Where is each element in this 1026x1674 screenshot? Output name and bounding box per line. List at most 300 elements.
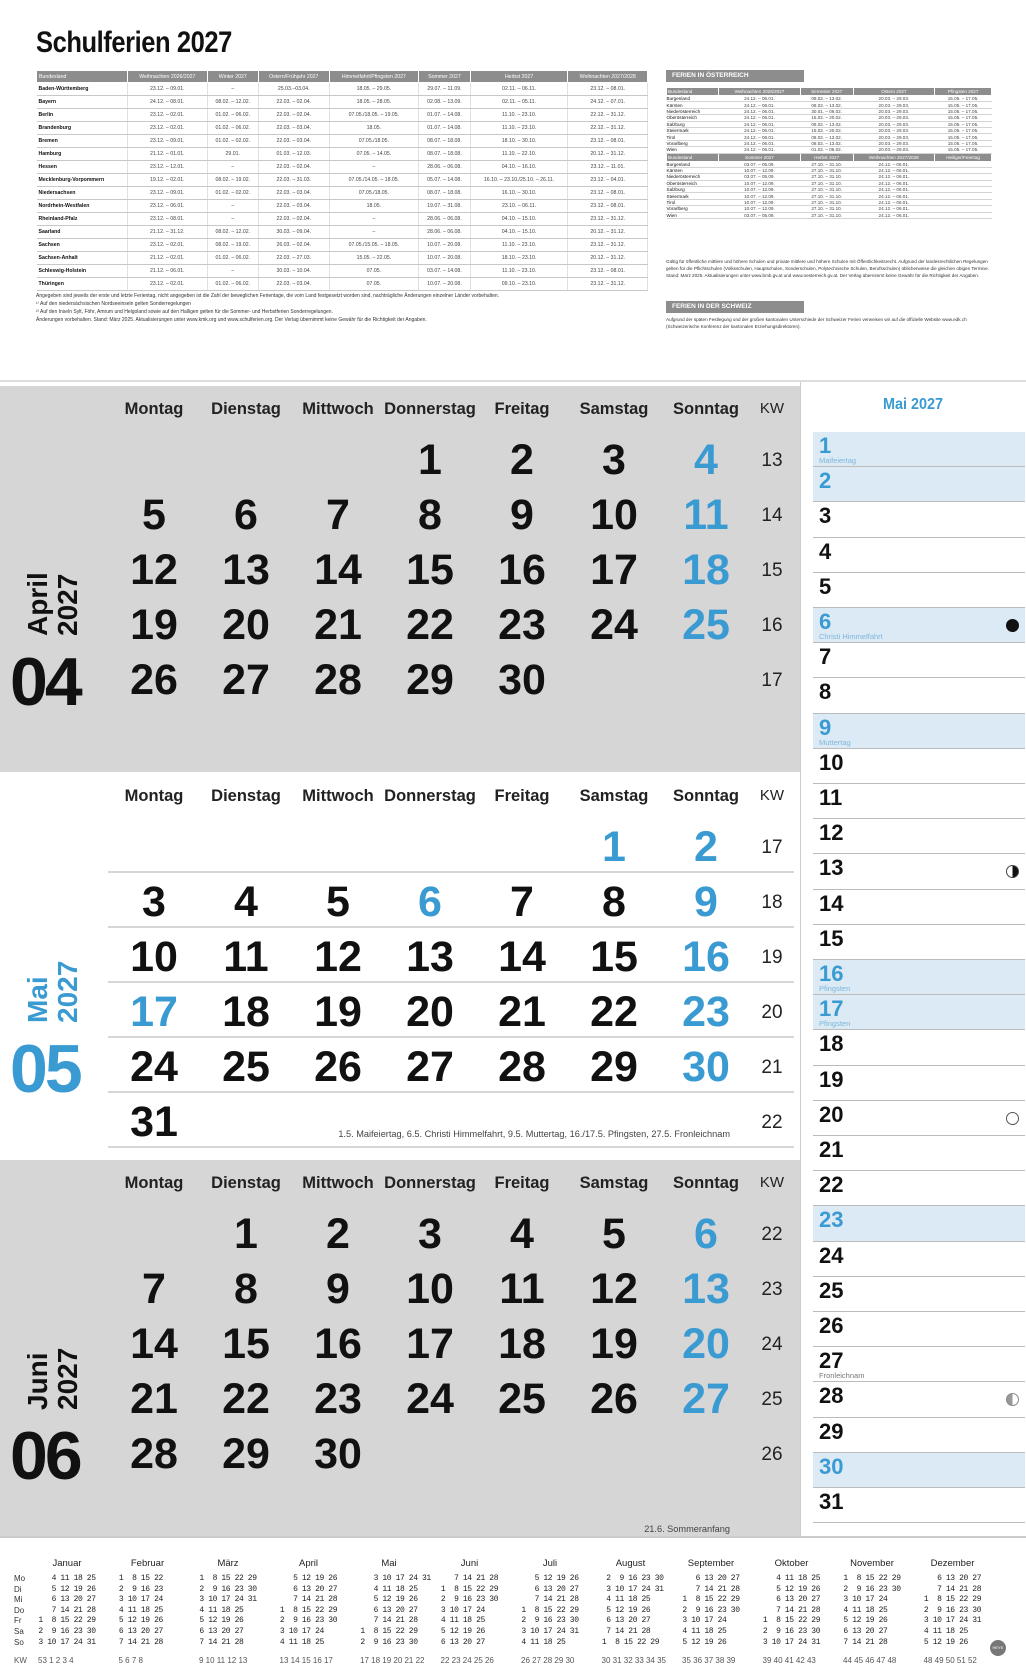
mini-week-row: 5 12 19 26 bbox=[839, 1616, 888, 1626]
day-row bbox=[813, 749, 1025, 784]
table-cell: 23.12. – 02.01. bbox=[128, 239, 207, 252]
table-cell: 10.07. – 20.08. bbox=[419, 239, 470, 252]
table-cell: 27.10. – 31.10. bbox=[800, 187, 853, 193]
mini-week-row: 2 9 16 23 bbox=[114, 1584, 163, 1594]
row-divider bbox=[108, 981, 794, 983]
table-header-cell: Ostern 2027 bbox=[853, 88, 935, 96]
mini-week-row: 2 9 16 23 30 bbox=[597, 1574, 664, 1583]
publisher-logo: HEYE bbox=[990, 1640, 1006, 1656]
table-cell: Tirol bbox=[667, 134, 719, 140]
month-year: 2027 bbox=[52, 960, 83, 1023]
mini-week-row: 2 9 16 23 30 bbox=[678, 1605, 740, 1615]
table-cell: 20.03. – 29.03. bbox=[853, 108, 935, 114]
day-number: 9 bbox=[819, 714, 832, 740]
day-number: 16 bbox=[498, 546, 546, 594]
day-row bbox=[813, 502, 1025, 537]
day-number: 31 bbox=[819, 1489, 844, 1514]
mini-month-name: April bbox=[298, 1558, 318, 1569]
table-cell: Sachsen-Anhalt bbox=[37, 252, 128, 265]
table-cell: 29.07. – 11.09. bbox=[419, 83, 470, 96]
table-cell: 04.10. – 15.10. bbox=[470, 226, 568, 239]
day-number: 26 bbox=[590, 1375, 638, 1423]
day-row bbox=[813, 1382, 1025, 1417]
table-cell: 24.12. – 06.01. bbox=[719, 102, 801, 108]
weekday-label: Donnerstag bbox=[384, 1174, 476, 1192]
table-cell: 08.02. – 19.02. bbox=[207, 239, 258, 252]
weekday-labels bbox=[14, 1574, 25, 1648]
mini-week-row: 7 14 21 28 bbox=[275, 1595, 338, 1605]
table-cell: 30.03. – 09.04. bbox=[259, 226, 330, 239]
day-number: 23 bbox=[819, 1207, 844, 1233]
weekday-abbr: Sa bbox=[14, 1626, 24, 1636]
table-cell: – bbox=[329, 226, 419, 239]
table-header-cell: Weihnachten 2026/2027 bbox=[719, 88, 801, 96]
day-number: 11 bbox=[499, 1265, 545, 1313]
day-number: 21 bbox=[130, 1375, 178, 1423]
table-cell: 27.10. – 31.10. bbox=[800, 206, 853, 212]
table-cell: 23.12. – 08.01. bbox=[568, 265, 648, 278]
mini-month-kw: 5 6 7 8 bbox=[118, 1656, 143, 1665]
day-number: 27 bbox=[222, 656, 270, 704]
mini-month-name: September bbox=[687, 1558, 735, 1569]
day-number: 3 bbox=[819, 503, 832, 529]
day-number: 4 bbox=[694, 436, 718, 484]
day-number: 22 bbox=[819, 1172, 844, 1198]
month-name: Mai bbox=[22, 976, 53, 1023]
mini-month-name: August bbox=[615, 1558, 646, 1569]
table-row bbox=[37, 187, 648, 200]
table-cell: 18.05. – 29.05. bbox=[329, 83, 419, 96]
table-cell: 29.01. bbox=[207, 148, 258, 161]
mini-week-row: 1 8 15 22 29 bbox=[34, 1616, 96, 1626]
moon-phase-icon bbox=[1006, 619, 1019, 632]
day-number: 5 bbox=[602, 1210, 626, 1258]
mini-week-row: 2 9 16 23 30 bbox=[758, 1626, 821, 1636]
mini-week-row: 2 9 16 23 30 bbox=[839, 1584, 901, 1594]
day-number: 3 bbox=[142, 878, 166, 926]
day-number: 16 bbox=[819, 961, 844, 986]
footnote: Angegeben sind jeweils der erste und letzte Ferientag, nicht angegeben ist die Zahl der beweglichen Ferientage, die vom Land festgesetzt worden sind, nachträgliche Änderungen einzelner Länder vorbehalten. bbox=[36, 293, 500, 299]
table-cell: 24.12. – 06.01. bbox=[853, 167, 935, 173]
table-cell: 23.10. – 06.11. bbox=[470, 200, 568, 213]
mini-week-row: 6 13 20 27 bbox=[839, 1626, 888, 1636]
table-cell: 15.05. – 17.05. bbox=[935, 96, 992, 102]
table-header-cell: Himmelfahrt/Pfingsten 2027 bbox=[329, 71, 419, 83]
day-number: 24 bbox=[819, 1242, 844, 1268]
row-divider bbox=[108, 704, 794, 706]
table-cell: 01.03. – 12.03. bbox=[259, 148, 330, 161]
table-cell: 08.02. – 12.02. bbox=[207, 226, 258, 239]
week-number: 14 bbox=[761, 505, 783, 526]
table-header-cell: Bundesland bbox=[37, 71, 128, 83]
table-row bbox=[667, 212, 992, 218]
table-cell: 04.10. – 16.10. bbox=[470, 161, 568, 174]
table-cell: 20.03. – 29.03. bbox=[853, 147, 935, 153]
table-cell: 10.07. – 12.09. bbox=[719, 193, 801, 199]
weekday-abbr: Di bbox=[14, 1584, 22, 1594]
kw-header: KW bbox=[759, 787, 785, 804]
day-number: 30 bbox=[498, 656, 546, 704]
table-cell: 24.12. – 06.01. bbox=[719, 121, 801, 127]
day-number: 14 bbox=[498, 933, 546, 981]
table-cell: 15.05. – 17.05. bbox=[935, 108, 992, 114]
mini-week-row: 5 12 19 26 bbox=[597, 1605, 651, 1615]
mini-week-row: 3 10 17 24 bbox=[275, 1626, 324, 1636]
month-number: 05 bbox=[10, 1031, 80, 1107]
table-row bbox=[37, 239, 648, 252]
day-number: 31 bbox=[130, 1098, 178, 1146]
table-cell: Brandenburg bbox=[37, 122, 128, 135]
table-cell: 30.03. – 10.04. bbox=[259, 265, 330, 278]
day-row bbox=[813, 819, 1025, 854]
table-cell: 10.07. – 20.08. bbox=[419, 252, 470, 265]
table-cell: 03.07. – 05.09. bbox=[719, 174, 801, 180]
table-cell: 16.10. – 30.10. bbox=[470, 187, 568, 200]
table-cell: Thüringen bbox=[37, 278, 128, 291]
table-header-cell: Sommer 2027 bbox=[719, 153, 801, 161]
table-cell: 20.03. – 29.03. bbox=[853, 134, 935, 140]
mini-week-row: 2 9 16 23 30 bbox=[436, 1595, 499, 1605]
mini-week-row: 4 11 18 25 bbox=[34, 1574, 96, 1583]
mini-week-row: 3 10 17 24 31 bbox=[517, 1626, 579, 1636]
german-holidays-table bbox=[36, 70, 648, 291]
table-cell: Burgenland bbox=[667, 96, 719, 102]
table-row bbox=[37, 109, 648, 122]
mini-month-name: Dezember bbox=[930, 1558, 975, 1569]
table-cell: 28.06. – 06.08. bbox=[419, 226, 470, 239]
table-cell: 22.03. – 03.04. bbox=[259, 187, 330, 200]
table-cell: 23.12. – 04.01. bbox=[568, 174, 648, 187]
table-cell: – bbox=[329, 161, 419, 174]
table-row bbox=[37, 265, 648, 278]
table-cell: 24.12. – 06.01. bbox=[853, 199, 935, 205]
table-cell: – bbox=[329, 213, 419, 226]
table-header-row bbox=[667, 153, 992, 161]
mini-month-days bbox=[34, 1574, 106, 1648]
mini-week-row: 4 11 18 25 bbox=[275, 1637, 324, 1647]
table-cell: 23.12. – 09.01. bbox=[128, 135, 207, 148]
table-cell: Oberösterreich bbox=[667, 180, 719, 186]
weekday-header bbox=[0, 773, 800, 821]
day-number: 21 bbox=[819, 1137, 844, 1162]
day-number: 2 bbox=[819, 468, 832, 494]
day-row bbox=[813, 1453, 1025, 1488]
day-number: 24 bbox=[130, 1043, 178, 1091]
row-divider bbox=[108, 539, 794, 541]
week-number: 16 bbox=[761, 615, 783, 636]
day-number: 10 bbox=[590, 491, 638, 539]
kw-header: KW bbox=[759, 400, 785, 417]
week-number: 13 bbox=[761, 450, 783, 471]
table-cell: 22.03. – 02.04. bbox=[259, 161, 330, 174]
day-number: 11 bbox=[683, 491, 729, 539]
day-number: 25 bbox=[498, 1375, 546, 1423]
table-row bbox=[37, 252, 648, 265]
table-cell: 19.12. – 02.01. bbox=[128, 174, 207, 187]
month-number: 04 bbox=[10, 644, 80, 720]
day-number: 15 bbox=[590, 933, 638, 981]
weekday-abbr: So bbox=[14, 1637, 24, 1647]
day-row bbox=[813, 643, 1025, 678]
table-cell: 07.05. bbox=[329, 278, 419, 291]
table-cell: 15.05. – 17.05. bbox=[935, 127, 992, 133]
mini-week-row: 1 8 15 22 29 bbox=[839, 1574, 901, 1583]
table-cell: 27.10. – 31.10. bbox=[800, 180, 853, 186]
table-cell: 30.01. – 06.02. bbox=[800, 108, 853, 114]
table-cell: 03.07. – 05.09. bbox=[719, 212, 801, 218]
mini-month-kw: 26 27 28 29 30 bbox=[521, 1656, 575, 1665]
table-cell: 15.05. – 17.05. bbox=[935, 134, 992, 140]
day-number: 13 bbox=[222, 546, 270, 594]
table-cell: 02.08. – 13.09. bbox=[419, 96, 470, 109]
mini-week-row: 4 11 18 25 bbox=[758, 1574, 821, 1583]
table-cell: 11.10. – 23.10. bbox=[470, 109, 568, 122]
table-row bbox=[37, 174, 648, 187]
day-number: 2 bbox=[326, 1210, 350, 1258]
mini-week-row: 5 12 19 26 bbox=[275, 1574, 338, 1583]
day-number: 10 bbox=[406, 1265, 454, 1313]
table-cell: Nordrhein-Westfalen bbox=[37, 200, 128, 213]
mini-month-days bbox=[920, 1574, 992, 1648]
table-cell: 24.12. – 06.01. bbox=[853, 206, 935, 212]
day-number: 12 bbox=[590, 1265, 638, 1313]
mini-week-row: 1 8 15 22 29 bbox=[517, 1605, 579, 1615]
day-number: 5 bbox=[326, 878, 350, 926]
weekday-abbr: Fr bbox=[14, 1616, 22, 1626]
mini-week-row: 4 11 18 25 bbox=[195, 1605, 244, 1615]
mini-week-row: 4 11 18 25 bbox=[114, 1605, 163, 1615]
row-divider bbox=[108, 1258, 794, 1260]
month-year: 2027 bbox=[52, 573, 83, 636]
day-number: 29 bbox=[406, 656, 454, 704]
day-number: 27 bbox=[682, 1375, 730, 1423]
table-cell: Bremen bbox=[37, 135, 128, 148]
mini-month-name: Februar bbox=[130, 1558, 165, 1569]
weekday-label: Dienstag bbox=[211, 400, 281, 418]
table-cell: 16.10. – 23.10./25.10. – 26.11. bbox=[470, 174, 568, 187]
mini-month-kw: 44 45 46 47 48 bbox=[843, 1656, 897, 1665]
table-cell: 08.02. – 13.02. bbox=[800, 140, 853, 146]
table-cell: 21.12. – 31.12. bbox=[128, 226, 207, 239]
day-row bbox=[813, 1488, 1025, 1523]
mini-week-row: 6 13 20 27 bbox=[34, 1595, 96, 1605]
mini-week-row: 4 11 18 25 bbox=[436, 1616, 485, 1626]
day-label: Pfingsten bbox=[819, 984, 851, 993]
mini-month-kw: 13 14 15 16 17 bbox=[279, 1656, 333, 1665]
table-cell: 03.07. – 05.09. bbox=[719, 161, 801, 167]
week-number: 19 bbox=[761, 947, 783, 968]
table-cell: Oberösterreich bbox=[667, 115, 719, 121]
mini-month-name: Januar bbox=[52, 1558, 82, 1569]
table-cell: 22.03. – 02.04. bbox=[259, 213, 330, 226]
week-number: 21 bbox=[761, 1057, 783, 1078]
day-number: 9 bbox=[510, 491, 534, 539]
table-cell: Steiermark bbox=[667, 193, 719, 199]
table-cell: 11.10. – 23.10. bbox=[470, 265, 568, 278]
mini-week-row: 1 8 15 22 29 bbox=[678, 1595, 740, 1605]
day-label: Fronleichnam bbox=[819, 1371, 865, 1381]
table-cell: 15.02. – 20.02. bbox=[800, 115, 853, 121]
mini-week-row: 3 10 17 24 bbox=[839, 1595, 888, 1605]
mini-week-row: 6 13 20 27 bbox=[275, 1584, 338, 1594]
table-cell: 22.03. – 02.04. bbox=[259, 109, 330, 122]
month-block-06 bbox=[0, 1160, 800, 1546]
day-number: 21 bbox=[314, 601, 362, 649]
day-number: 1 bbox=[234, 1210, 258, 1258]
mini-week-row: 6 13 20 27 bbox=[597, 1616, 651, 1626]
table-cell: Salzburg bbox=[667, 187, 719, 193]
table-cell: Hamburg bbox=[37, 148, 128, 161]
row-divider bbox=[108, 1036, 794, 1038]
day-number: 25 bbox=[682, 601, 730, 649]
day-number: 23 bbox=[682, 988, 730, 1036]
kw-label: KW bbox=[14, 1656, 27, 1665]
day-row bbox=[813, 1277, 1025, 1312]
table-cell: 24.12. – 06.01. bbox=[719, 108, 801, 114]
day-row bbox=[813, 678, 1025, 713]
table-cell: 07.05. bbox=[329, 265, 419, 278]
mini-month-days bbox=[356, 1574, 431, 1648]
table-cell: 02.11. – 06.11. bbox=[470, 83, 568, 96]
mini-week-row: 5 12 19 26 bbox=[758, 1584, 821, 1594]
table-row bbox=[37, 122, 648, 135]
table-header-cell: Weihnachten 2027/2028 bbox=[568, 71, 648, 83]
weekday-label: Freitag bbox=[494, 400, 550, 418]
mini-week-row: 6 13 20 27 bbox=[436, 1637, 485, 1647]
table-header-cell: Semester 2027 bbox=[800, 88, 853, 96]
weekday-abbr: Do bbox=[14, 1605, 25, 1615]
day-number: 17 bbox=[590, 546, 638, 594]
table-cell: Wien bbox=[667, 147, 719, 153]
mini-week-row: 4 11 18 25 bbox=[678, 1626, 727, 1636]
table-cell: 02.11. – 05.11. bbox=[470, 96, 568, 109]
mini-week-row: 4 11 18 25 bbox=[517, 1637, 566, 1647]
table-cell: 23.12. – 02.01. bbox=[128, 278, 207, 291]
table-cell: Rheinland-Pfalz bbox=[37, 213, 128, 226]
day-planner-sidebar bbox=[800, 382, 1026, 1536]
month-note: 1.5. Maifeiertag, 6.5. Christi Himmelfahrt, 9.5. Muttertag, 16./17.5. Pfingsten, 27.5. Fronleichnam bbox=[338, 1129, 730, 1139]
table-header-cell: Weihnachten 2027/2028 bbox=[853, 153, 935, 161]
day-number: 22 bbox=[590, 988, 638, 1036]
mini-week-row: 7 14 21 28 bbox=[436, 1574, 499, 1583]
mini-week-row: 2 9 16 23 30 bbox=[517, 1616, 579, 1626]
table-cell: 23.12. – 02.01. bbox=[128, 109, 207, 122]
day-number: 23 bbox=[498, 601, 546, 649]
table-cell: Steiermark bbox=[667, 127, 719, 133]
day-number: 19 bbox=[314, 988, 362, 1036]
table-header-cell: Ostern/Frühjahr 2027 bbox=[259, 71, 330, 83]
mini-week-row: 6 13 20 27 bbox=[195, 1626, 244, 1636]
mini-month-days bbox=[678, 1574, 750, 1648]
table-cell: 23.12. – 31.12. bbox=[568, 278, 648, 291]
day-number: 24 bbox=[590, 601, 638, 649]
kw-header: KW bbox=[759, 1174, 785, 1191]
table-cell: 15.05. – 17.05. bbox=[935, 115, 992, 121]
table-cell: 22.03. – 27.03. bbox=[259, 252, 330, 265]
table-header-row bbox=[667, 88, 992, 96]
table-cell: 08.02. – 13.02. bbox=[800, 134, 853, 140]
mini-week-row: 1 8 15 22 29 bbox=[275, 1605, 338, 1615]
table-cell: 07.05./14.05. – 18.05. bbox=[329, 174, 419, 187]
table-cell: 27.10. – 31.10. bbox=[800, 212, 853, 218]
day-number: 17 bbox=[130, 988, 178, 1036]
table-cell: 23.12. – 09.01. bbox=[128, 83, 207, 96]
mini-week-row: 2 9 16 23 30 bbox=[356, 1637, 418, 1647]
mini-week-row: 1 8 15 22 29 bbox=[919, 1595, 982, 1605]
table-cell: 25.03.–03.04. bbox=[259, 83, 330, 96]
moon-phase-icon bbox=[1006, 1112, 1019, 1125]
mini-week-row: 3 10 17 24 bbox=[678, 1616, 727, 1626]
table-header-cell: Bundesland bbox=[667, 88, 719, 96]
weekday-label: Mittwoch bbox=[302, 1174, 374, 1192]
holiday-footnotes bbox=[36, 292, 648, 324]
weekday-label: Mittwoch bbox=[302, 787, 374, 805]
mini-week-row: 1 8 15 22 29 bbox=[597, 1637, 660, 1647]
table-cell: 18.10. – 30.10. bbox=[470, 135, 568, 148]
austria-note: Gültig für öffentliche mittlere und höhere Schulen und private mittlere und höhere Schulen mit Öffentlichkeitsrecht. Aufgrund der landesrechtlichen Regelungen gelten für die Pflichtschulen (Volksschulen, Hauptschulen, Sonderschulen, Polytechnische Schulen, Berufsschulen) üblicherweise die gleichen obigen Termine. Stand: März 2025. Aktualisierungen unter www.bmb.gv.at und www.oesterreich.gv.at. Der Verlag übernimmt keine Gewähr für die Richtigkeit der Angaben. bbox=[666, 259, 989, 278]
day-number: 18 bbox=[682, 546, 730, 594]
swiss-title: FERIEN IN DER SCHWEIZ bbox=[666, 301, 804, 313]
austria-holidays-table bbox=[666, 87, 992, 219]
table-cell: 22.03. – 02.04. bbox=[259, 96, 330, 109]
mini-week-row: 6 13 20 27 bbox=[517, 1584, 579, 1594]
table-cell: 24.12. – 06.01. bbox=[853, 187, 935, 193]
table-cell: Sachsen bbox=[37, 239, 128, 252]
table-header-cell: Pfingsten 2027 bbox=[935, 88, 992, 96]
table-cell: 24.12. – 07.01. bbox=[568, 96, 648, 109]
table-cell: 10.07. – 12.09. bbox=[719, 167, 801, 173]
day-number: 23 bbox=[314, 1375, 362, 1423]
table-cell: 21.12. – 01.01. bbox=[128, 148, 207, 161]
day-number: 18 bbox=[498, 1320, 546, 1368]
month-label bbox=[10, 773, 100, 1159]
day-number: 18 bbox=[222, 988, 270, 1036]
day-number: 27 bbox=[819, 1348, 844, 1374]
table-row bbox=[37, 161, 648, 174]
day-number: 7 bbox=[142, 1265, 166, 1313]
week-number: 24 bbox=[761, 1334, 783, 1355]
day-row bbox=[813, 890, 1025, 925]
table-cell: 01.02. – 02.02. bbox=[207, 187, 258, 200]
mini-week-row: 1 8 15 22 29 bbox=[758, 1616, 821, 1626]
table-cell: 27.10. – 31.10. bbox=[800, 174, 853, 180]
week-number: 22 bbox=[761, 1112, 783, 1133]
mini-week-row: 7 14 21 28 bbox=[678, 1584, 740, 1594]
table-row bbox=[37, 83, 648, 96]
table-cell: 24.12. – 08.01. bbox=[128, 96, 207, 109]
table-header-cell: Bundesland bbox=[667, 153, 719, 161]
mini-week-row: 5 12 19 26 bbox=[436, 1626, 485, 1636]
mini-week-row: 5 12 19 26 bbox=[34, 1584, 96, 1594]
mini-month-days bbox=[759, 1574, 831, 1648]
mini-week-row: 1 8 15 22 29 bbox=[356, 1626, 418, 1636]
table-cell: – bbox=[207, 265, 258, 278]
mini-month-kw: 30 31 32 33 34 35 bbox=[601, 1656, 667, 1665]
day-label: Pfingsten bbox=[819, 1019, 851, 1029]
mini-week-row: 4 11 18 25 bbox=[356, 1584, 418, 1594]
day-number: 1 bbox=[602, 823, 626, 871]
day-row bbox=[813, 1030, 1025, 1065]
table-header-cell: Winter 2027 bbox=[207, 71, 258, 83]
day-number: 10 bbox=[819, 749, 844, 775]
weekday-label: Dienstag bbox=[211, 1174, 281, 1192]
month-block-05 bbox=[0, 773, 800, 1160]
mini-month-days bbox=[195, 1574, 267, 1648]
mini-week-row: 6 13 20 27 bbox=[356, 1605, 418, 1615]
day-number: 28 bbox=[130, 1430, 178, 1478]
table-row bbox=[37, 148, 648, 161]
week-number: 26 bbox=[761, 1444, 783, 1465]
